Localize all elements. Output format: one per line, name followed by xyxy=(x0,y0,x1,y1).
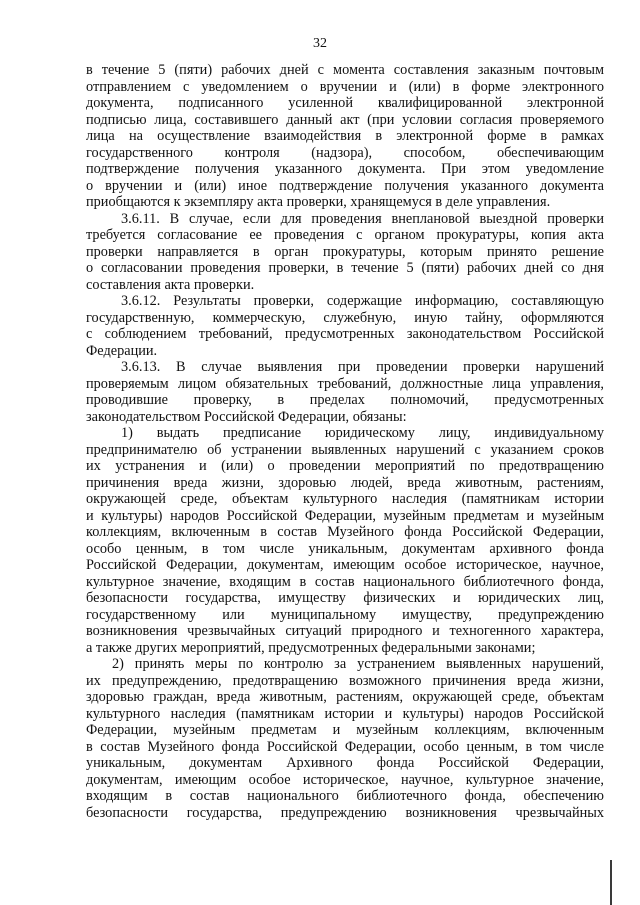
text-line: уникальным, документам Архивного фонда Российской Федерации, xyxy=(86,755,604,771)
text-line: документа, подписанного усиленной квалифицированной электронной xyxy=(86,95,604,111)
text-line: отправлением с уведомлением о вручении и (или) в форме электронного xyxy=(86,78,604,95)
text-line: окружающей среде, объектам культурного наследия (памятникам истории xyxy=(86,491,604,507)
text-line: Российской Федерации, документам, имеющим особое историческое, научное, xyxy=(86,557,604,573)
text-line: особо ценным, в том числе уникальным, документам архивного фонда xyxy=(86,540,604,557)
text-line: проводившие проверку, в пределах полномочий, предусмотренных xyxy=(86,392,604,408)
text-line: о вручении и (или) иное подтверждение получения указанного документа xyxy=(86,177,604,194)
text-line: о согласовании проведения проверки, в течение 5 (пяти) рабочих дней со дня xyxy=(86,260,604,276)
text-line: в течение 5 (пяти) рабочих дней с момента составления заказным почтовым xyxy=(86,62,604,78)
text-line: приобщаются к экземпляру акта проверки, хранящемуся в деле управления. xyxy=(86,194,551,210)
text-line: проверяемым лицом обязательных требований, должностные лица управления, xyxy=(86,375,604,392)
text-line: государственному или муниципальному имуществу, предупреждению xyxy=(86,606,604,623)
text-line: государственного контроля (надзора), способом, обеспечивающим xyxy=(86,144,604,161)
text-line: безопасности государства, предупреждению возникновения чрезвычайных xyxy=(86,804,604,821)
page-number: 32 xyxy=(313,36,327,51)
text-line: культурного наследия (памятникам истории и культуры) народов Российской xyxy=(86,705,604,722)
text-line: а также других мероприятий, предусмотренных федеральными законами; xyxy=(86,639,536,656)
text-line: их предупреждению, предотвращению возможного причинения вреда жизни, xyxy=(86,672,604,689)
text-line: их устранения и (или) о проведении мероприятий по предотвращению xyxy=(86,458,604,474)
text-line: в состав Музейного фонда Российской Федерации, особо ценным, в том числе xyxy=(86,738,604,755)
text-line: Федерации, музейным предметам и музейным коллекциям, включенным xyxy=(86,722,604,738)
text-line: Федерации. xyxy=(86,342,158,359)
text-line: 3.6.12. Результаты проверки, содержащие информацию, составляющую xyxy=(121,293,604,309)
text-line: культурное значение, входящим в состав национального библиотечного фонда, xyxy=(86,573,604,590)
text-line: 3.6.11. В случае, если для проведения внеплановой выездной проверки xyxy=(121,210,604,227)
text-line: проверки направляется в орган прокуратуры, которым принято решение xyxy=(86,243,604,260)
scan-edge-mark xyxy=(610,860,612,905)
text-line: 1) выдать предписание юридическому лицу, индивидуальному xyxy=(121,425,604,441)
text-line: 2) принять меры по контролю за устранением выявленных нарушений, xyxy=(112,656,604,672)
text-line: 3.6.13. В случае выявления при проведении проверки нарушений xyxy=(121,359,604,375)
text-line: документам, имеющим особое историческое, научное, культурное значение, xyxy=(86,771,604,788)
text-line: коллекциям, включенным в состав Музейного фонда Российской Федерации, xyxy=(86,524,604,540)
text-line: возникновения чрезвычайных ситуаций природного и техногенного характера, xyxy=(86,623,604,639)
text-line: подписью лица, составившего данный акт (при условии согласия проверяемого xyxy=(86,111,604,128)
text-line: законодательством Российской Федерации, обязаны: xyxy=(86,408,407,425)
text-line: причинения вреда жизни, здоровью людей, вреда животным, растениям, xyxy=(86,474,604,491)
text-line: государственную, коммерческую, служебную, иную тайну, оформляются xyxy=(86,309,604,326)
text-line: составления акта проверки. xyxy=(86,276,255,293)
text-line: лица на осуществление взаимодействия в электронной форме в рамках xyxy=(86,128,604,144)
text-line: здоровью граждан, вреда животным, растениям, окружающей среде, объектам xyxy=(86,689,604,705)
document-body xyxy=(86,62,604,821)
text-line: и культуры) народов Российской Федерации, музейным предметам и музейным xyxy=(86,507,604,524)
text-line: входящим в состав национального библиотечного фонда, обеспечению xyxy=(86,788,604,804)
text-line: подтверждение получения указанного документа. При этом уведомление xyxy=(86,161,604,177)
text-line: предпринимателю об устранении выявленных нарушений с указанием сроков xyxy=(86,441,604,458)
text-line: безопасности государства, имуществу физических и юридических лиц, xyxy=(86,590,604,606)
text-line: с соблюдением требований, предусмотренных законодательством Российской xyxy=(86,326,604,342)
text-line: требуется согласование ее проведения с органом прокуратуры, копия акта xyxy=(86,227,604,243)
